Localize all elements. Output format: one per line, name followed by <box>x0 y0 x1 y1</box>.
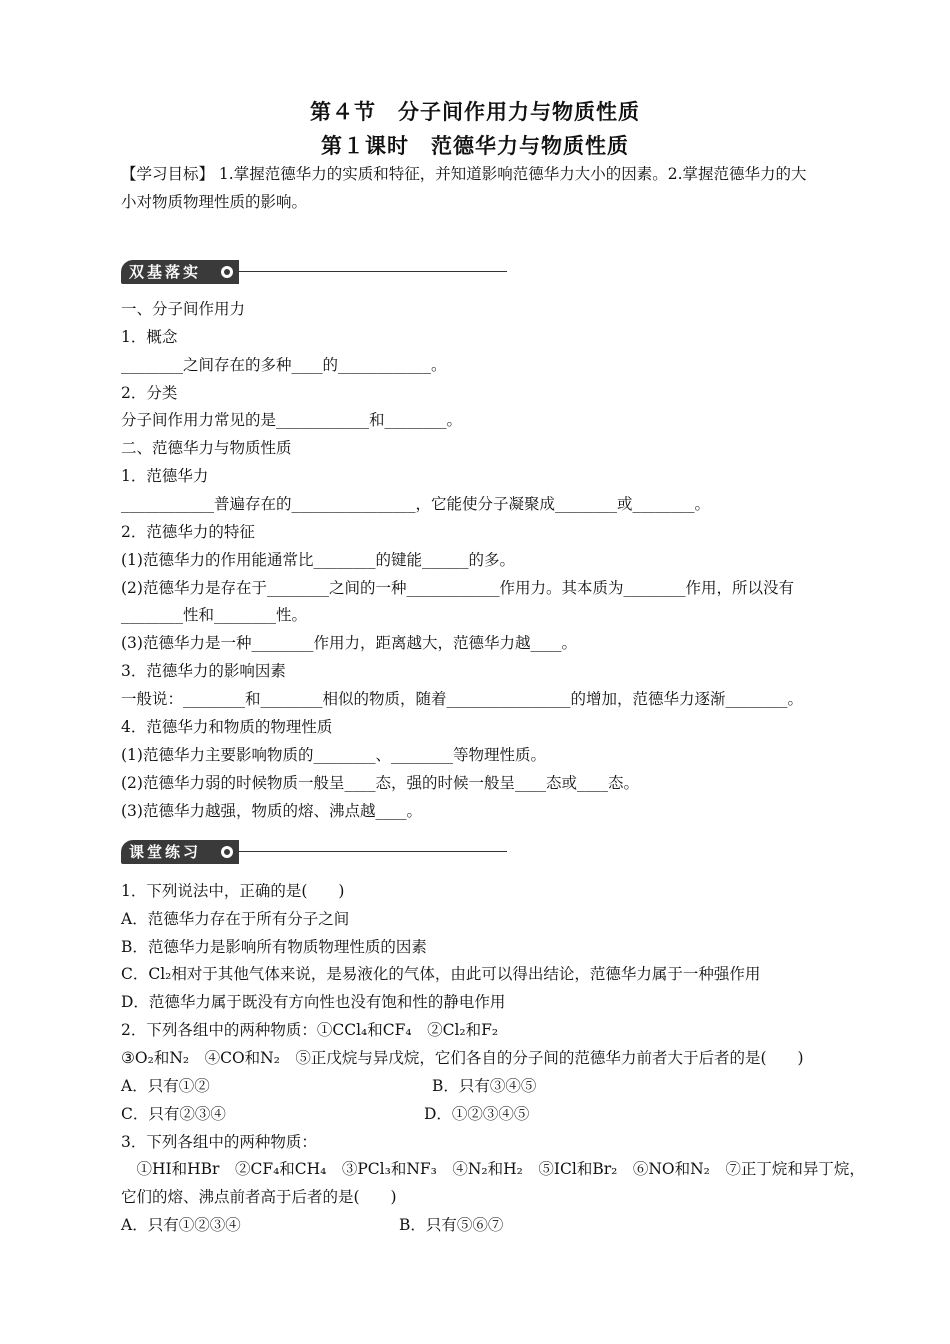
text-line: (2)范德华力是存在于________之间的一种____________作用力。其本质为________作用，所以没有 <box>121 579 794 597</box>
option-line: D．范德华力属于既没有方向性也没有饱和性的静电作用 <box>121 993 506 1011</box>
option-a: A．只有①② <box>121 1077 210 1095</box>
text-line: (3)范德华力越强，物质的熔、沸点越____。 <box>121 802 422 820</box>
text-line: (2)范德华力弱的时候物质一般呈____态，强的时候一般呈____态或____态。 <box>121 774 639 792</box>
text-line: 1．范德华力 <box>121 467 209 485</box>
text-line: 1．概念 <box>121 328 178 346</box>
option-line: C．Cl₂相对于其他气体来说，是易液化的气体，由此可以得出结论，范德华力属于一种强作用 <box>121 965 761 983</box>
question-line: 它们的熔、沸点前者高于后者的是( ) <box>121 1188 397 1206</box>
option-d: D．①②③④⑤ <box>424 1105 530 1123</box>
section-header-practice <box>121 840 511 866</box>
section-badge: 双基落实 <box>121 260 239 284</box>
option-line: B．范德华力是影响所有物质物理性质的因素 <box>121 938 427 956</box>
option-c: C．只有②③④ <box>121 1105 226 1123</box>
option-line: A．范德华力存在于所有分子之间 <box>121 910 350 928</box>
text-line: 一般说：________和________相似的物质，随着________________的增加，范德华力逐渐________。 <box>121 690 804 708</box>
section-badge: 课堂练习 <box>121 840 239 864</box>
text-line: 3．范德华力的影响因素 <box>121 662 286 680</box>
text-line: (1)范德华力主要影响物质的________、________等物理性质。 <box>121 746 546 764</box>
option-b: B．只有③④⑤ <box>432 1077 537 1095</box>
text-line: 二、范德华力与物质性质 <box>121 439 292 457</box>
text-line: 4．范德华力和物质的物理性质 <box>121 718 333 736</box>
section-rule <box>239 851 507 852</box>
text-line: (3)范德华力是一种________作用力，距离越大，范德华力越____。 <box>121 634 577 652</box>
learning-goal-line-1: 【学习目标】 1.掌握范德华力的实质和特征，并知道影响范德华力大小的因素。2.掌握范德华力的大 <box>121 165 807 183</box>
text-line: 2．范德华力的特征 <box>121 523 255 541</box>
option-a: A．只有①②③④ <box>121 1216 241 1234</box>
question-line: ③O₂和N₂ ④CO和N₂ ⑤正戊烷与异戊烷，它们各自的分子间的范德华力前者大于后者的是( ) <box>121 1049 804 1067</box>
text-line: ________性和________性。 <box>121 606 308 624</box>
section-header-basics <box>121 260 511 286</box>
lesson-title: 第１课时 范德华力与物质性质 <box>321 134 629 158</box>
text-line: 2．分类 <box>121 384 178 402</box>
section-rule <box>239 271 507 272</box>
text-line: (1)范德华力的作用能通常比________的键能______的多。 <box>121 551 515 569</box>
text-line: 分子间作用力常见的是____________和________。 <box>121 411 463 429</box>
section-title: 第４节 分子间作用力与物质性质 <box>310 100 640 124</box>
question-line: ①HI和HBr ②CF₄和CH₄ ③PCl₃和NF₃ ④N₂和H₂ ⑤ICl和Br₂ ⑥NO和N₂ ⑦正丁烷和异丁烷， <box>121 1160 865 1178</box>
text-line: ____________普遍存在的________________，它能使分子凝聚成________或________。 <box>121 495 711 513</box>
text-line: 一、分子间作用力 <box>121 300 246 318</box>
text-line: ________之间存在的多种____的____________。 <box>121 356 447 374</box>
question-line: 3．下列各组中的两种物质： <box>121 1133 317 1151</box>
question-line: 1．下列说法中，正确的是( ) <box>121 882 345 900</box>
question-line: 2．下列各组中的两种物质：①CCl₄和CF₄ ②Cl₂和F₂ <box>121 1021 499 1039</box>
option-b: B．只有⑤⑥⑦ <box>399 1216 504 1234</box>
learning-goal-line-2: 小对物质物理性质的影响。 <box>121 193 308 211</box>
